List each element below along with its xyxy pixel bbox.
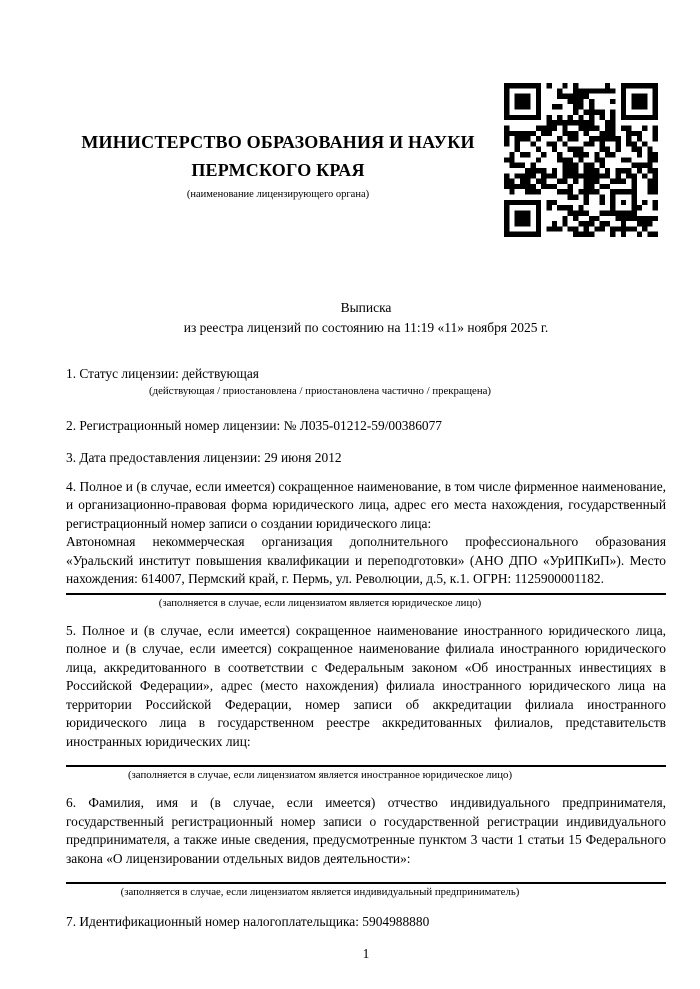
license-status-options-caption: (действующая / приостановлена / приостановлена частично / прекращена) [149,384,491,397]
entrepreneur-description: 6. Фамилия, имя и (в случае, если имеется) отчество индивидуального предпринимателя, государственный регистрационный номер записи о государственной регистрации индивидуального предпринимателя, а также иные сведения, предусмотренные пунктом 3 части 1 статьи 15 Федерального закона «О лицензировании отдельных видов деятельности»: [66,795,666,866]
legal-entity-value: Автономная некоммерческая организация дополнительного профессионального образования «Уральский институт повышения квалификации и переподготовки» (АНО ДПО «УрИПКиП»). Место нахождения: 614007, Пермский край, г. Пермь, ул. Революции, д.5, к.1. ОГРН: 1125900001182. [66,534,666,586]
document-title [66,298,666,338]
legal-entity-description: 4. Полное и (в случае, если имеется) сокращенное наименование, в том числе фирменное наименование, и организационно-правовая форма юридического лица, адрес его места нахождения, государственный регистрационный номер записи о создании юридического лица: [66,478,666,531]
entrepreneur-caption: (заполняется в случае, если лицензиатом является индивидуальный предприниматель) [120,886,520,898]
licensing-authority-caption: (наименование лицензирующего органа) [186,189,370,200]
blank-line-rule [66,882,666,884]
foreign-entity-caption: (заполняется в случае, если лицензиатом является иностранное юридическое лицо) [127,769,513,781]
empty-value-gap [66,751,666,761]
document-title-line1: Выписка [340,300,392,315]
field-foreign-entity-info [66,622,666,783]
page-number: 1 [362,945,370,961]
field-legal-entity-info [66,478,666,610]
foreign-entity-description: 5. Полное и (в случае, если имеется) сокращенное наименование иностранного юридического лица, полное и (в случае, если имеется) сокращенное наименование филиала иностранного юридического лица, аккредитованного в соответствии с Федеральным законом «Об иностранных инвестициях в Российской Федерации», адрес (место нахождения) филиала иностранного юридического лица на территории Российской Федерации, номер записи об аккредитации филиала иностранного юридического лица в государственном реестре аккредитованных филиалов, представительств иностранных юридических лиц: [66,622,666,749]
licensing-authority-block [66,128,490,201]
license-status-text: 1. Статус лицензии: действующая [66,366,259,381]
qr-code-icon [504,83,658,237]
registration-number-text: 2. Регистрационный номер лицензии: № Л035-01212-59/00386077 [66,417,442,433]
document-header [66,0,666,252]
ministry-name-line1: МИНИСТЕРСТВО ОБРАЗОВАНИЯ И НАУКИ [81,132,475,152]
document-title-line2: из реестра лицензий по состоянию на 11:19 «11» ноября 2025 г. [183,320,549,335]
license-grant-date-text: 3. Дата предоставления лицензии: 29 июня 2012 [66,450,342,465]
blank-line-rule [66,765,666,767]
ministry-name-line2: ПЕРМСКОГО КРАЯ [191,160,365,180]
field-registration-number [66,417,666,436]
field-taxpayer-number [66,913,666,932]
field-individual-entrepreneur-info [66,794,666,899]
field-license-grant-date [66,449,666,468]
taxpayer-number-text: 7. Идентификационный номер налогоплательщика: 5904988880 [66,914,430,929]
empty-value-gap [66,868,666,878]
field-license-status [66,365,666,398]
blank-line-rule [66,593,666,595]
legal-entity-caption: (заполняется в случае, если лицензиатом является юридическое лицо) [158,596,482,609]
